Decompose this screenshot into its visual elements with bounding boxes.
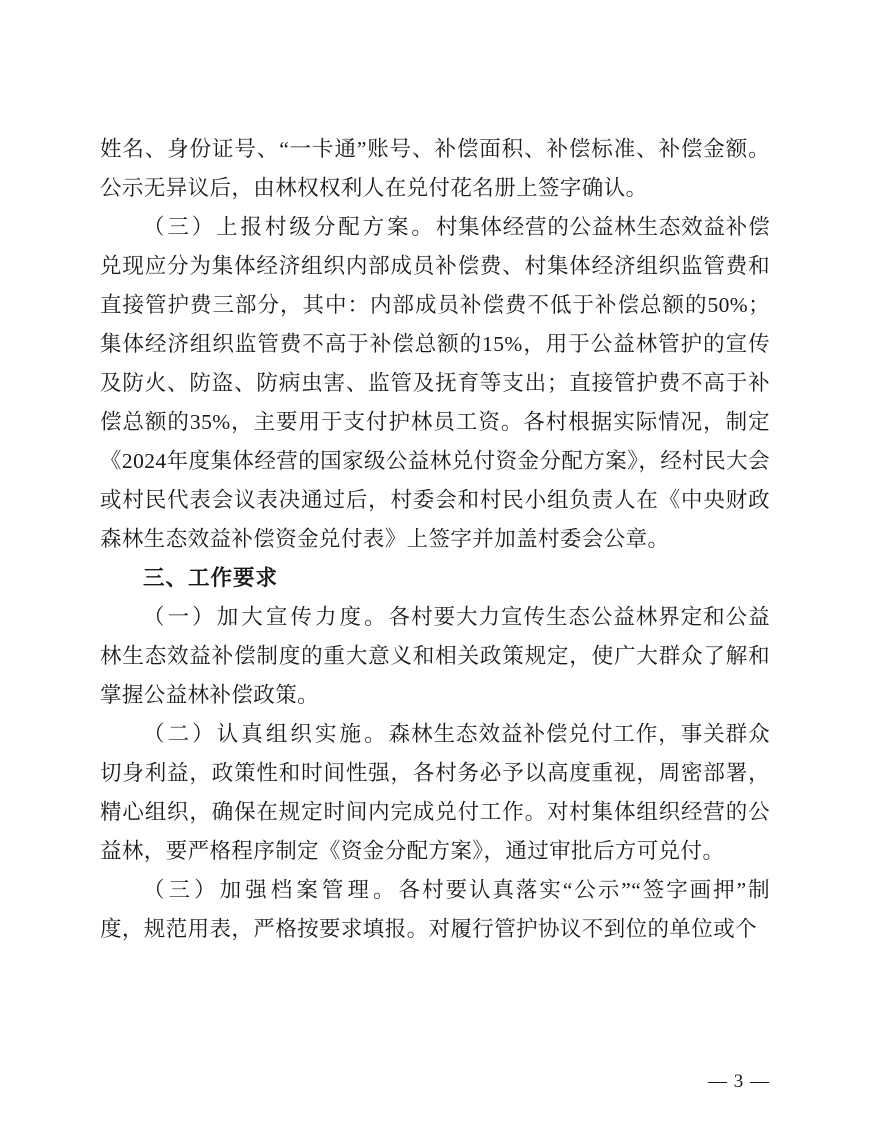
paragraph-report-village-plan <box>100 208 770 559</box>
paragraph-continuation: 姓名、身份证号、“一卡通”账号、补偿面积、补偿标准、补偿金额。公示无异议后，由林权权利人在兑付花名册上签字确认。 <box>100 137 770 200</box>
paragraph-lead-label: （三）上报村级分配方案。 <box>143 215 436 239</box>
page-number: — 3 — <box>708 1071 770 1092</box>
paragraph-text: 各村要大力宣传生态公益林界定和公益林生态效益补偿制度的重大意义和相关政策规定，使广大群众了解和掌握公益林补偿政策。 <box>100 605 770 707</box>
paragraph-text: 村集体经营的公益林生态效益补偿兑现应分为集体经济组织内部成员补偿费、村集体经济组织监管费和直接管护费三部分，其中：内部成员补偿费不低于补偿总额的50%；集体经济组织监管费不高于补偿总额的15%，用于公益林管护的宣传及防火、防盗、防病虫害、监管及抚育等支出；直接管护费不高于补偿总额的35%，主要用于支付护林员工资。各村根据实际情况，制定《2024年度集体经营的国家级公益林兑付资金分配方案》，经村民大会或村民代表会议表决通过后，村委会和村民小组负责人在《中央财政森林生态效益补偿资金兑付表》上签字并加盖村委会公章。 <box>100 215 770 551</box>
section-heading-work-requirements: 三、工作要求 <box>143 566 279 590</box>
document-body <box>100 130 770 949</box>
paragraph-lead-label: （二）认真组织实施。 <box>143 722 389 746</box>
paragraph-implementation <box>100 715 770 871</box>
paragraph-text: 森林生态效益补偿兑付工作，事关群众切身利益，政策性和时间性强，各村务必予以高度重视，周密部署，精心组织，确保在规定时间内完成兑付工作。对村集体组织经营的公益林，要严格程序制定《资金分配方案》，通过审批后方可兑付。 <box>100 722 770 863</box>
paragraph-text: 各村要认真落实“公示”“签字画押”制度，规范用表，严格按要求填报。对履行管护协议不到位的单位或个 <box>100 878 770 941</box>
paragraph-archive-management <box>100 871 770 949</box>
paragraph-lead-label: （三）加强档案管理。 <box>143 878 399 902</box>
paragraph-lead-label: （一）加大宣传力度。 <box>143 605 389 629</box>
paragraph-publicity <box>100 598 770 715</box>
